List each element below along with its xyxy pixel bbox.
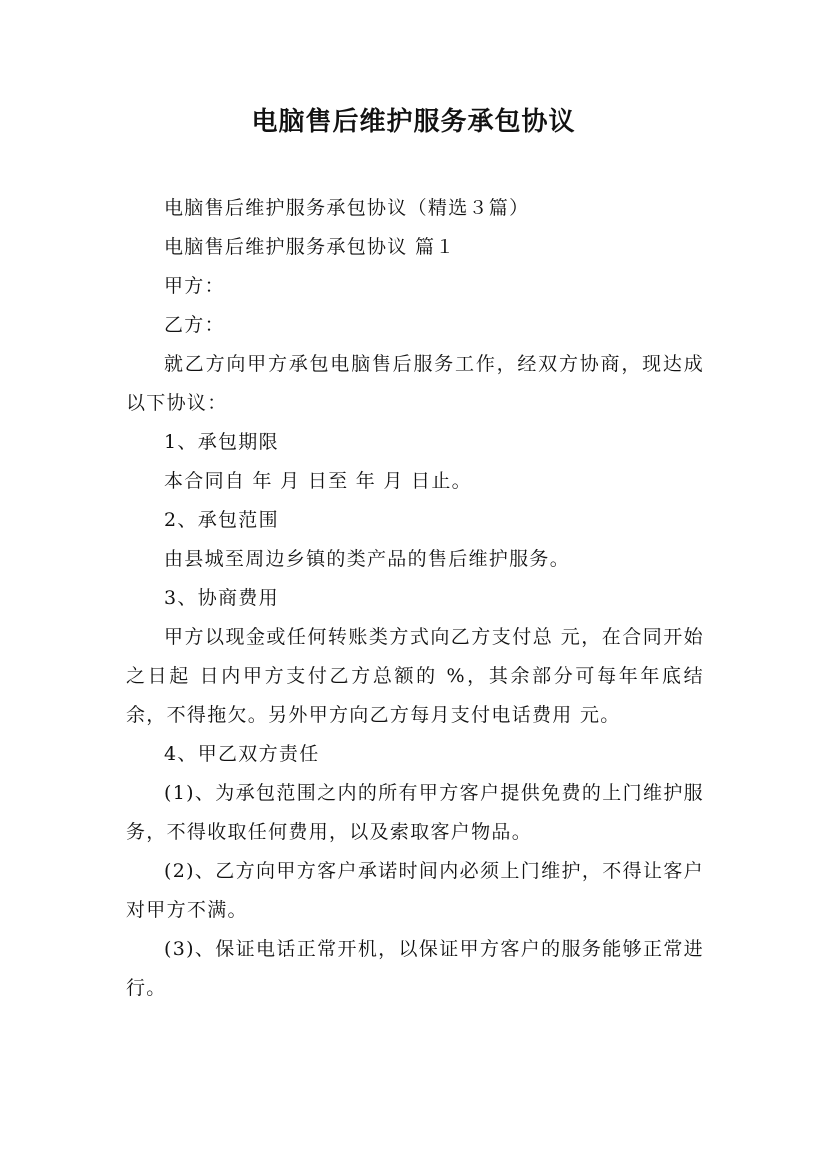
duty-item-2: (2)、乙方向甲方客户承诺时间内必须上门维护，不得让客户对甲方不满。 [126,860,704,921]
intro-paragraph: 就乙方向甲方承包电脑售后服务工作，经双方协商，现达成以下协议： [126,353,704,414]
clause-text-fees: 甲方以现金或任何转账类方式向乙方支付总 元，在合同开始之日起 日内甲方支付乙方总额的 %，其余部分可每年年底结余，不得拖欠。另外甲方向乙方每月支付电话费用 元。 [126,626,704,726]
clause-text-scope: 由县城至周边乡镇的类产品的售后维护服务。 [164,548,571,570]
document-body [126,189,704,1008]
party-b-line: 乙方： [164,314,225,336]
duty-item-1: (1)、为承包范围之内的所有甲方客户提供免费的上门维护服务，不得收取任何费用，以及索取客户物品。 [126,782,704,843]
clause-heading-fees: 3、协商费用 [164,587,279,609]
clause-heading-scope: 2、承包范围 [164,509,279,531]
document-title: 电脑售后维护服务承包协议 [251,107,576,137]
clause-heading-duties: 4、甲乙双方责任 [164,743,320,765]
section-heading: 电脑售后维护服务承包协议 篇１ [164,236,456,258]
subtitle-paragraph: 电脑售后维护服务承包协议（精选３篇） [164,197,530,219]
clause-text-term: 本合同自 年 月 日至 年 月 日止。 [164,470,472,492]
party-a-line: 甲方： [164,275,225,297]
duty-item-3: (3)、保证电话正常开机，以保证甲方客户的服务能够正常进行。 [126,938,704,999]
clause-heading-term: 1、承包期限 [164,431,279,453]
